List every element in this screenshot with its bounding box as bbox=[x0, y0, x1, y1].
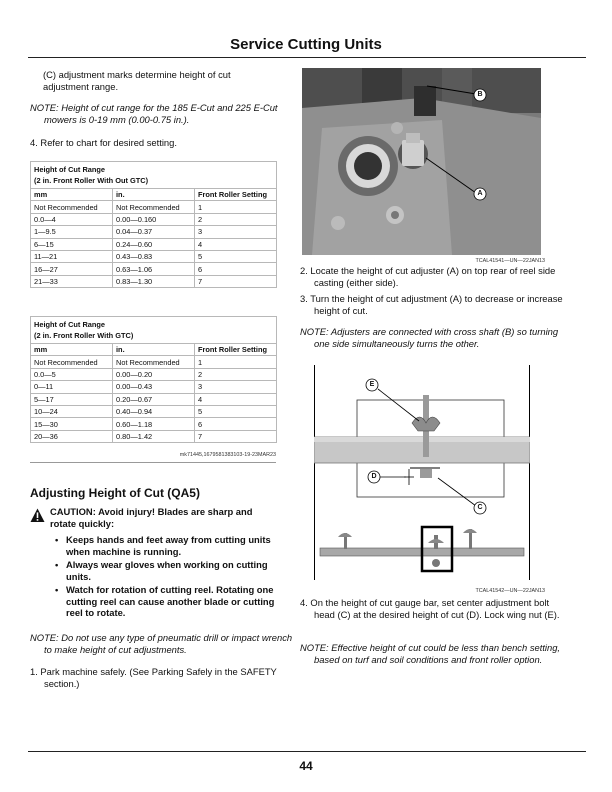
page-title: Service Cutting Units bbox=[230, 36, 382, 53]
table-cell: 10—24 bbox=[31, 405, 113, 417]
section-heading-wrap bbox=[30, 486, 280, 500]
table-cell: Not Recommended bbox=[31, 356, 113, 368]
table-cell: 0.63—1.06 bbox=[113, 263, 195, 275]
table-cell: 20—36 bbox=[31, 430, 113, 442]
table-cell: 4 bbox=[195, 238, 277, 250]
photo-caption: TCAL41541—UN—22JAN13 bbox=[475, 258, 545, 264]
caution-list bbox=[50, 534, 275, 619]
table-cell: 0.00—0.20 bbox=[113, 368, 195, 380]
caution-item: • Keeps hands and feet away from cutting units when machine is running. bbox=[50, 534, 275, 557]
table-caption-row bbox=[31, 162, 277, 189]
caution-item: • Always wear gloves when working on cutting units. bbox=[50, 559, 275, 582]
table-row bbox=[31, 405, 277, 417]
table-caption-title: Height of Cut Range bbox=[34, 320, 106, 329]
table-cell: 0.40—0.94 bbox=[113, 405, 195, 417]
table-cell: 0.60—1.18 bbox=[113, 418, 195, 430]
column-header-mm: mm bbox=[31, 189, 113, 201]
table-cell: 1—9.5 bbox=[31, 226, 113, 238]
note-no-pneumatic: NOTE: Do not use any type of pneumatic drill or impact wrench to make height of cut adjustments. bbox=[30, 632, 293, 655]
table-cell: 7 bbox=[195, 430, 277, 442]
table-cell: 0.83—1.30 bbox=[113, 275, 195, 287]
warning-triangle-icon bbox=[30, 508, 45, 523]
intro-text: (C) adjustment marks determine height of cut adjustment range. bbox=[43, 69, 231, 92]
step-set-gauge-bar: 4. On the height of cut gauge bar, set center adjustment bolt head (C) at the desired height of cut (D). Lock wing nut (E). bbox=[300, 597, 560, 620]
table-row bbox=[31, 275, 277, 287]
table-cell: 1 bbox=[195, 356, 277, 368]
callout-b: B bbox=[477, 91, 483, 98]
column-header-mm: mm bbox=[31, 344, 113, 356]
step-locate-adjuster: 2. Locate the height of cut adjuster (A) on top rear of reel side casting (either side). bbox=[300, 265, 556, 288]
table-cell: 2 bbox=[195, 368, 277, 380]
table-caption-title: Height of Cut Range bbox=[34, 165, 106, 174]
table-cell: 21—33 bbox=[31, 275, 113, 287]
footer-rule bbox=[28, 751, 586, 752]
table-height-of-cut-with-gtc bbox=[30, 316, 277, 443]
table-cell: 0.00—0.43 bbox=[113, 381, 195, 393]
caution-block bbox=[50, 506, 275, 619]
table-row bbox=[31, 430, 277, 442]
table-cell: Not Recommended bbox=[31, 201, 113, 213]
column-header-setting: Front Roller Setting bbox=[195, 344, 277, 356]
table-caption-subtitle: (2 in. Front Roller With GTC) bbox=[34, 331, 134, 340]
table-row bbox=[31, 418, 277, 430]
callout-a: A bbox=[477, 190, 483, 197]
page-number: 44 bbox=[299, 759, 313, 773]
step-refer-chart: 4. Refer to chart for desired setting. bbox=[30, 137, 177, 148]
note-cross-shaft: NOTE: Adjusters are connected with cross shaft (B) so turning one side simultaneously turns the other. bbox=[300, 326, 559, 349]
gauge-bar-photo bbox=[314, 365, 530, 580]
table-caption bbox=[31, 162, 277, 189]
table-row bbox=[31, 381, 277, 393]
table-row bbox=[31, 368, 277, 380]
table-cell: 3 bbox=[195, 226, 277, 238]
column-header-setting: Front Roller Setting bbox=[195, 189, 277, 201]
photo-caption: TCAL41542—UN—22JAN13 bbox=[475, 588, 545, 594]
reference-code: mk71445,1679581383103-19-23MAR23 bbox=[179, 452, 276, 458]
note-height-range: NOTE: Height of cut range for the 185 E-Cut and 225 E-Cut mowers is 0-19 mm (0.00-0.75 in.). bbox=[30, 102, 278, 125]
table-row bbox=[31, 213, 277, 225]
table-cell: 6 bbox=[195, 263, 277, 275]
table-header-row bbox=[31, 344, 277, 356]
table-cell: 11—21 bbox=[31, 250, 113, 262]
header-rule bbox=[28, 57, 586, 58]
table-row bbox=[31, 393, 277, 405]
table-cell: 5—17 bbox=[31, 393, 113, 405]
table-header-row bbox=[31, 189, 277, 201]
table-cell: 0.43—0.83 bbox=[113, 250, 195, 262]
table-cell: Not Recommended bbox=[113, 356, 195, 368]
table-row bbox=[31, 201, 277, 213]
table-cell: 0—11 bbox=[31, 381, 113, 393]
table-cell: 0.0—4 bbox=[31, 213, 113, 225]
table-row bbox=[31, 238, 277, 250]
callout-e: E bbox=[369, 381, 375, 388]
table-cell: 0.00—0.160 bbox=[113, 213, 195, 225]
note-effective-height: NOTE: Effective height of cut could be less than bench setting, based on turf and soil conditions and front roller option. bbox=[300, 642, 561, 665]
table-cell: 0.04—0.37 bbox=[113, 226, 195, 238]
table-cell: 1 bbox=[195, 201, 277, 213]
table-cell: 16—27 bbox=[31, 263, 113, 275]
table-cell: 0.20—0.67 bbox=[113, 393, 195, 405]
table-caption-subtitle: (2 in. Front Roller With Out GTC) bbox=[34, 176, 149, 185]
caution-title: CAUTION: Avoid injury! Blades are sharp and rotate quickly: bbox=[50, 506, 253, 529]
column-header-in: in. bbox=[113, 344, 195, 356]
table-cell: 2 bbox=[195, 213, 277, 225]
table-cell: 5 bbox=[195, 250, 277, 262]
table-cell: 15—30 bbox=[31, 418, 113, 430]
column-header-in: in. bbox=[113, 189, 195, 201]
table-row bbox=[31, 250, 277, 262]
table-cell: 5 bbox=[195, 405, 277, 417]
table-row bbox=[31, 263, 277, 275]
table-caption bbox=[31, 317, 277, 344]
table-cell: 4 bbox=[195, 393, 277, 405]
callout-d: D bbox=[371, 473, 377, 480]
table-cell: Not Recommended bbox=[113, 201, 195, 213]
table-cell: 0.0—5 bbox=[31, 368, 113, 380]
table-caption-row bbox=[31, 317, 277, 344]
caution-item: • Watch for rotation of cutting reel. Rotating one cutting reel can cause another blade or cutting reel to rotate. bbox=[50, 584, 275, 619]
adjuster-photo bbox=[302, 68, 541, 255]
step-turn-adjustment: 3. Turn the height of cut adjustment (A) to decrease or increase height of cut. bbox=[300, 293, 563, 316]
table-cell: 0.80—1.42 bbox=[113, 430, 195, 442]
table-cell: 0.24—0.60 bbox=[113, 238, 195, 250]
section-heading: Adjusting Height of Cut (QA5) bbox=[30, 486, 200, 500]
table-cell: 6—15 bbox=[31, 238, 113, 250]
table-cell: 6 bbox=[195, 418, 277, 430]
section-divider bbox=[30, 462, 276, 463]
table-cell: 7 bbox=[195, 275, 277, 287]
table-height-of-cut-without-gtc bbox=[30, 161, 277, 288]
step-park-machine: 1. Park machine safely. (See Parking Safely in the SAFETY section.) bbox=[30, 666, 277, 689]
callout-c: C bbox=[477, 504, 483, 511]
table-row bbox=[31, 356, 277, 368]
table-cell: 3 bbox=[195, 381, 277, 393]
table-row bbox=[31, 226, 277, 238]
